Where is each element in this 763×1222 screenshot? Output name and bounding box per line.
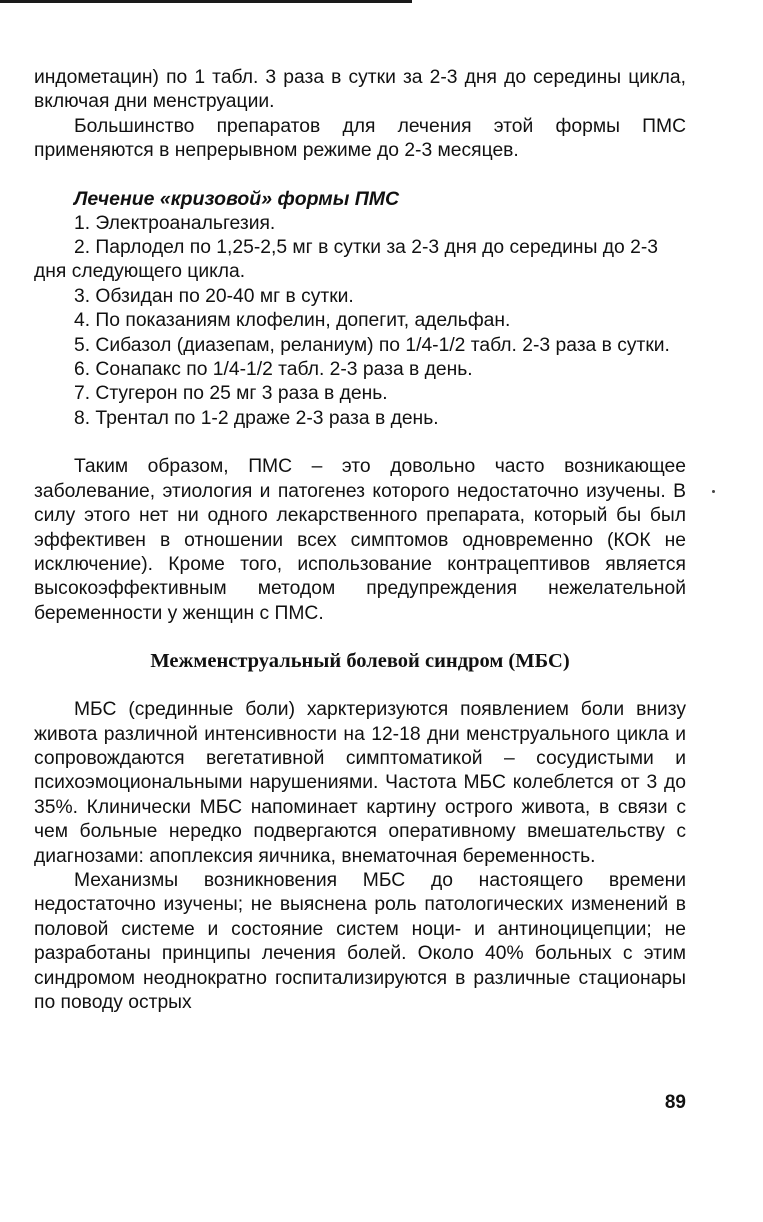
page-number: 89 (664, 1092, 686, 1113)
list-item: 3. Обзидан по 20-40 мг в сутки. (74, 285, 354, 307)
list-item: 4. По показаниям клофелин, допегит, адельфан. (74, 310, 511, 332)
section-title: Межменструальный болевой синдром (МБС) (150, 650, 570, 673)
list-item: 8. Трентал по 1-2 драже 2-3 раза в день. (74, 407, 439, 429)
paragraph-continuation: индометацин) по 1 табл. 3 раза в сутки за 2-3 дня до середины цикла, включая дни менструации. (34, 67, 686, 113)
paragraph-mbs-mechanisms: Механизмы возникновения МБС до настоящего времени недостаточно изучены; не выяснена роль патологических изменений в половой системе и состояние систем ноци- и антиноцицепции; не разработаны принципы лечения болей. Около 40% больных с этим синдромом неоднократно госпитализируются в различные стационары по поводу острых (34, 869, 686, 1013)
spacer (34, 431, 686, 455)
print-speck (712, 490, 715, 493)
list-item: 7. Стугерон по 25 мг 3 раза в день. (74, 383, 388, 405)
crisis-form-heading: Лечение «кризовой» формы ПМС (74, 187, 400, 210)
page-body (34, 66, 686, 1015)
list-item: 6. Сонапакс по 1/4-1/2 табл. 2-3 раза в день. (74, 359, 473, 381)
paragraph-mbs-description: МБС (срединные боли) харктеризуются появлением боли внизу живота различной интенсивности на 12-18 дни менструального цикла и сопровождаются вегетативной симптоматикой – сосудистыми и психоэмоциональными нарушениями. Частота МБС колеблется от 3 до 35%. Клинически МБС напоминает картину острого живота, в связи с чем больные нередко подвергаются оперативному вмешательству с диагнозами: апоплексия яичника, внематочная беременность. (34, 699, 686, 867)
list-item: 1. Электроанальгезия. (74, 212, 276, 234)
list-item: 5. Сибазол (диазепам, реланиум) по 1/4-1/2 табл. 2-3 раза в сутки. (74, 334, 670, 356)
list-item: 2. Парлодел по 1,25-2,5 мг в сутки за 2-3 дня до середины до 2-3 дня следующего цикла. (34, 237, 658, 283)
crisis-treatment-list (34, 212, 686, 432)
top-rule (0, 0, 412, 3)
paragraph-conclusion: Таким образом, ПМС – это довольно часто возникающее заболевание, этиология и патогенез которого недостаточно изучены. В силу этого нет ни одного лекарственного препарата, который бы был эффективен в отношении всех симптомов одновременно (КОК не исключение). Кроме того, использование контрацептивов является высокоэффективным методом предупреждения нежелательной беременности у женщин с ПМС. (34, 456, 686, 624)
paragraph-regimen: Большинство препаратов для лечения этой формы ПМС применяются в непрерывном режиме до 2-3 месяцев. (34, 115, 686, 162)
